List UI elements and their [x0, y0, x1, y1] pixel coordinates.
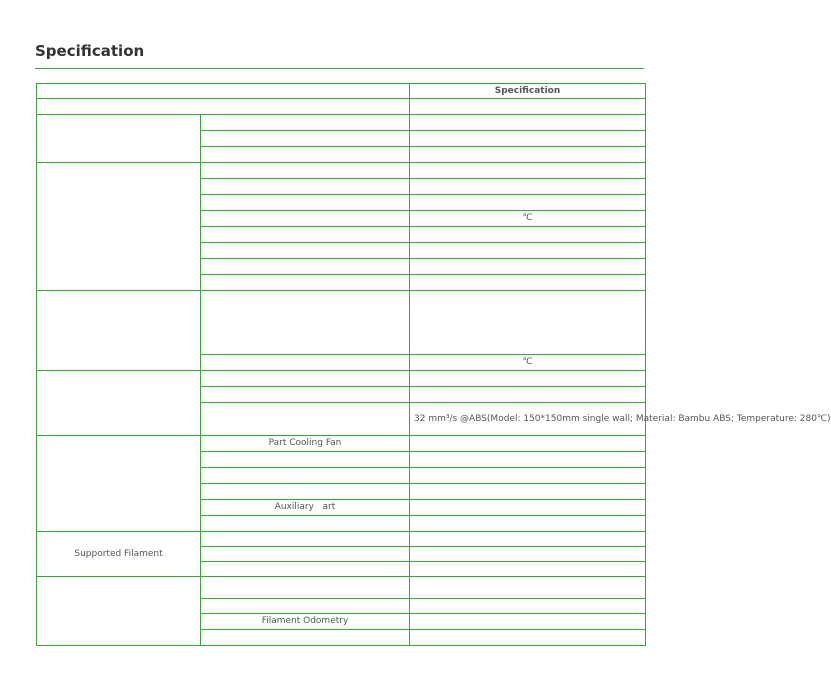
- table-row: [37, 99, 646, 115]
- title-divider: [35, 68, 644, 69]
- table-cell: [410, 547, 646, 562]
- table-row: [37, 163, 646, 179]
- table-cell: [201, 484, 410, 500]
- table-cell: [201, 355, 410, 371]
- table-cell: [410, 163, 646, 179]
- group-label-cell: [37, 115, 201, 163]
- table-cell: [201, 259, 410, 275]
- group-label-cell: [37, 163, 201, 291]
- table-cell: [410, 532, 646, 547]
- table-row: [37, 532, 646, 547]
- table-cell: [201, 468, 410, 484]
- table-cell: [201, 115, 410, 131]
- table-cell: [410, 630, 646, 646]
- volumetric-speed-cell: 32 mm³/s @ABS(Model: 150*150mm single wall; Material: Bambu ABS; Temperature: 280℃): [410, 403, 646, 436]
- table-cell: [201, 147, 410, 163]
- table-cell: [410, 195, 646, 211]
- table-cell: [201, 371, 410, 387]
- table-cell: [410, 99, 646, 115]
- table-cell: [201, 131, 410, 147]
- table-cell: [410, 275, 646, 291]
- table-cell: [410, 500, 646, 516]
- table-cell: [410, 436, 646, 452]
- supported-filament-cell: Supported Filament: [37, 532, 201, 577]
- table-cell: [201, 179, 410, 195]
- table-cell: [410, 147, 646, 163]
- table-cell: [201, 243, 410, 259]
- table-cell: [201, 387, 410, 403]
- table-row: [37, 371, 646, 387]
- part-cooling-fan-cell: Part Cooling Fan: [201, 436, 410, 452]
- table-cell: [410, 115, 646, 131]
- table-cell: [37, 99, 410, 115]
- table-cell: [410, 484, 646, 500]
- table-cell: [410, 562, 646, 577]
- table-cell: [201, 532, 410, 547]
- table-row: [37, 291, 646, 355]
- table-cell: [410, 227, 646, 243]
- table-cell: [201, 577, 410, 599]
- table-row: [37, 115, 646, 131]
- table-cell: [410, 371, 646, 387]
- table-cell: [410, 387, 646, 403]
- table-cell: [201, 630, 410, 646]
- table-cell: [201, 291, 410, 355]
- table-cell: [410, 291, 646, 355]
- table-cell: [410, 259, 646, 275]
- table-header-specification: Specification: [410, 84, 646, 99]
- page-title: Specification: [35, 42, 145, 60]
- table-header-row: [37, 84, 646, 99]
- filament-odometry-cell: Filament Odometry: [201, 614, 410, 630]
- auxiliary-part-cell: Auxiliary art: [201, 500, 410, 516]
- temperature-cell: ℃: [410, 211, 646, 227]
- table-cell: [201, 195, 410, 211]
- table-cell: [410, 516, 646, 532]
- group-label-cell: [37, 577, 201, 646]
- table-cell: [201, 599, 410, 614]
- table-cell: [410, 468, 646, 484]
- table-cell: [201, 562, 410, 577]
- table-cell: [410, 179, 646, 195]
- temperature-cell: ℃: [410, 355, 646, 371]
- table-header-blank: [37, 84, 410, 99]
- table-cell: [410, 243, 646, 259]
- table-cell: [201, 547, 410, 562]
- table-cell: [201, 452, 410, 468]
- table-cell: [410, 131, 646, 147]
- specification-table: [36, 83, 831, 646]
- table-cell: [410, 452, 646, 468]
- table-row: [37, 577, 646, 599]
- table-cell: [201, 163, 410, 179]
- group-label-cell: [37, 371, 201, 436]
- table-cell: [201, 403, 410, 436]
- table-cell: [410, 599, 646, 614]
- table-cell: [410, 614, 646, 630]
- group-label-cell: [37, 436, 201, 532]
- group-label-cell: [37, 291, 201, 371]
- table-cell: [201, 211, 410, 227]
- table-row: [37, 436, 646, 452]
- table-cell: [201, 275, 410, 291]
- table-cell: [201, 516, 410, 532]
- table-cell: [410, 577, 646, 599]
- table-cell: [201, 227, 410, 243]
